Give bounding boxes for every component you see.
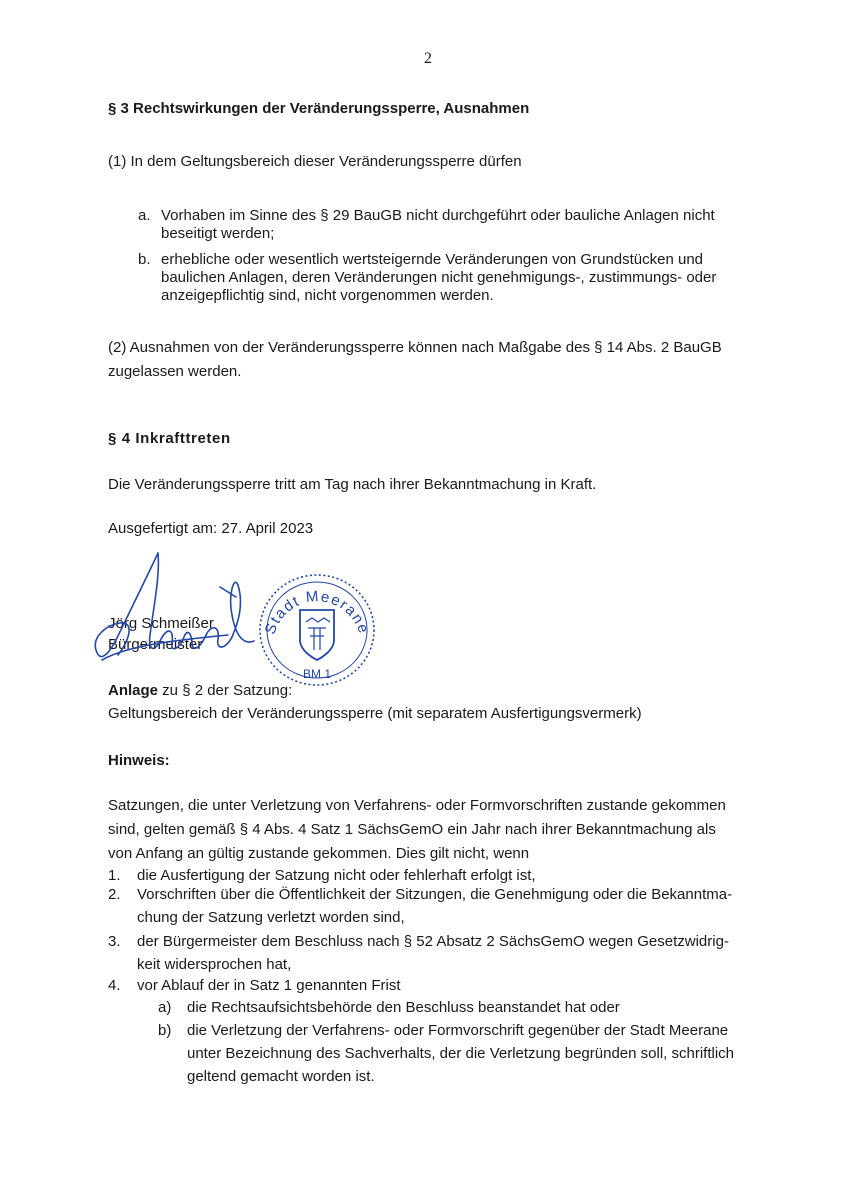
section4-heading: § 4 Inkrafttreten <box>108 430 231 447</box>
list-item-line: Vorschriften über die Öffentlichkeit der Sitzungen, die Genehmigung oder die Bekanntma- <box>137 886 733 903</box>
signatory-name: Jörg Schmeißer <box>108 615 214 632</box>
attachment-label-rest: zu § 2 der Satzung: <box>158 682 293 699</box>
page-number: 2 <box>424 50 432 67</box>
list-item-line: erhebliche oder wesentlich wertsteigernde Veränderungen von Grundstücken und <box>161 251 704 268</box>
list-item-line: baulichen Anlagen, deren Veränderungen nicht genehmigungs-, zustimmungs- oder <box>161 269 717 286</box>
list-marker: 4. <box>108 977 121 994</box>
svg-text:Stadt Meerane: Stadt Meerane <box>261 587 373 637</box>
section3-para2-line: zugelassen werden. <box>108 363 242 380</box>
notice-intro-line: Satzungen, die unter Verletzung von Verfahrens- oder Formvorschriften zustande gekommen <box>108 797 726 814</box>
list-marker: a. <box>138 207 151 224</box>
sublist-item-line: geltend gemacht worden ist. <box>187 1068 375 1085</box>
list-item-line: Vorhaben im Sinne des § 29 BauGB nicht durchgeführt oder bauliche Anlagen nicht <box>161 207 715 224</box>
list-marker: 2. <box>108 886 121 903</box>
section4-text: Die Veränderungssperre tritt am Tag nach ihrer Bekanntmachung in Kraft. <box>108 476 597 493</box>
sublist-marker: b) <box>158 1022 172 1039</box>
section3-para1: (1) In dem Geltungsbereich dieser Veränderungssperre dürfen <box>108 153 522 170</box>
notice-heading: Hinweis: <box>108 752 170 769</box>
handwritten-signature <box>88 545 268 685</box>
issued-date: Ausgefertigt am: 27. April 2023 <box>108 520 314 537</box>
list-item-line: chung der Satzung verletzt worden sind, <box>137 909 405 926</box>
list-item-line: vor Ablauf der in Satz 1 genannten Frist <box>137 977 401 994</box>
seal-code: BM 1 <box>302 667 332 681</box>
sublist-item-line: unter Bezeichnung des Sachverhalts, der die Verletzung begründen soll, schriftlich <box>187 1045 734 1062</box>
list-item-line: der Bürgermeister dem Beschluss nach § 52 Absatz 2 SächsGemO wegen Gesetzwidrig- <box>137 933 729 950</box>
list-item-line: beseitigt werden; <box>161 225 275 242</box>
notice-intro-line: sind, gelten gemäß § 4 Abs. 4 Satz 1 SächsGemO ein Jahr nach ihrer Bekanntmachung als <box>108 821 716 838</box>
list-item-line: keit widersprochen hat, <box>137 956 292 973</box>
signatory-title: Bürgermeister <box>108 636 203 653</box>
notice-intro-line: von Anfang an gültig zustande gekommen. Dies gilt nicht, wenn <box>108 845 530 862</box>
attachment-line <box>108 680 292 702</box>
city-seal <box>256 570 378 690</box>
list-marker: 1. <box>108 867 121 884</box>
list-item-line: anzeigepflichtig sind, nicht vorgenommen werden. <box>161 287 494 304</box>
list-marker: 3. <box>108 933 121 950</box>
attachment-description: Geltungsbereich der Veränderungssperre (mit separatem Ausfertigungsvermerk) <box>108 705 642 722</box>
sublist-item-line: die Verletzung der Verfahrens- oder Formvorschrift gegenüber der Stadt Meerane <box>187 1022 729 1039</box>
sublist-item-line: die Rechtsaufsichtsbehörde den Beschluss beanstandet hat oder <box>187 999 620 1016</box>
list-item-line: die Ausfertigung der Satzung nicht oder fehlerhaft erfolgt ist, <box>137 867 536 884</box>
section3-heading: § 3 Rechtswirkungen der Veränderungssperre, Ausnahmen <box>108 100 530 117</box>
section3-para2-line: (2) Ausnahmen von der Veränderungssperre können nach Maßgabe des § 14 Abs. 2 BauGB <box>108 339 722 356</box>
list-marker: b. <box>138 251 151 268</box>
sublist-marker: a) <box>158 999 172 1016</box>
attachment-label: Anlage <box>108 682 159 699</box>
